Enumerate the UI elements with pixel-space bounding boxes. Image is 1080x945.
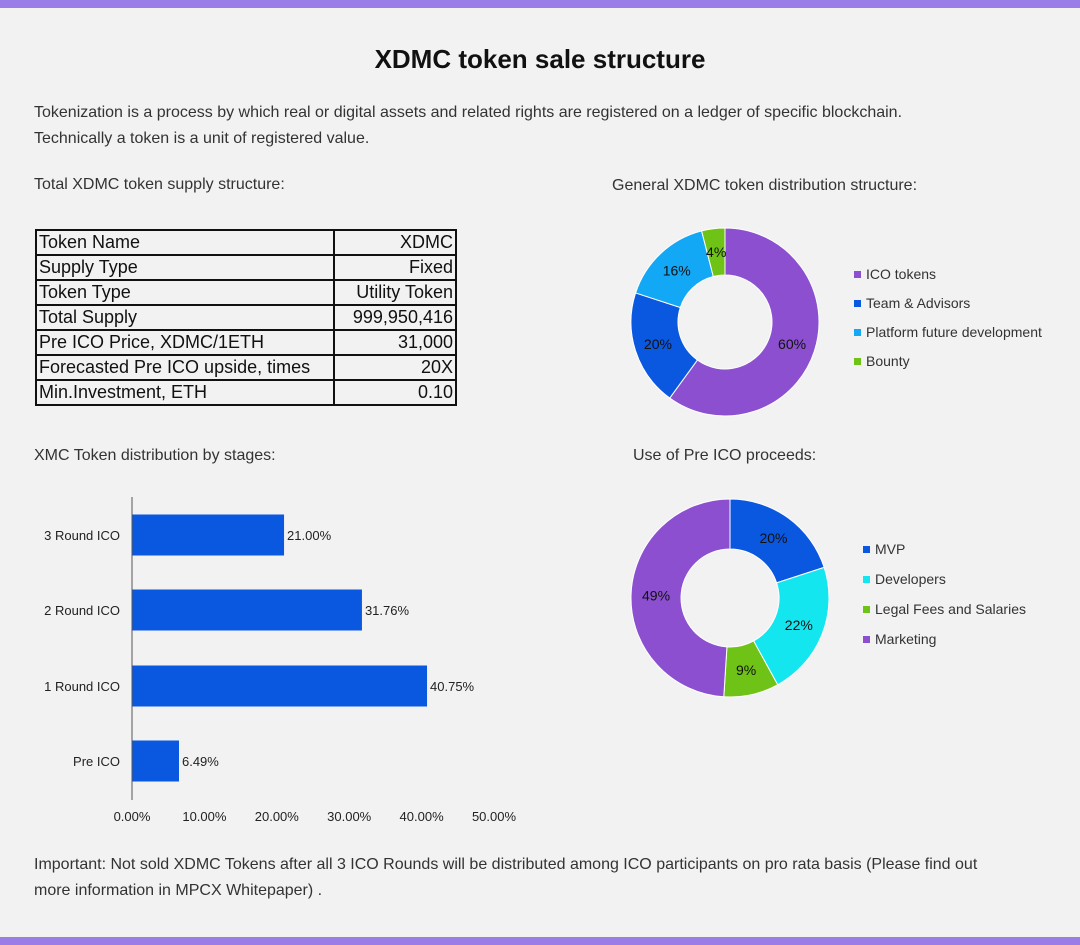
row-key: Supply Type xyxy=(36,255,334,280)
x-tick-label: 0.00% xyxy=(113,809,151,824)
legend-swatch xyxy=(863,606,870,613)
legend-swatch xyxy=(854,358,861,365)
row-key: Total Supply xyxy=(36,305,334,330)
legend-swatch xyxy=(854,329,861,336)
x-tick-label: 50.00% xyxy=(471,809,517,824)
row-value: 999,950,416 xyxy=(334,305,456,330)
slice-data-label: 20% xyxy=(643,335,672,352)
legend-item xyxy=(863,631,936,647)
legend-swatch xyxy=(863,546,870,553)
legend-label: Team & Advisors xyxy=(866,295,971,311)
slice-data-label: 9% xyxy=(736,662,757,679)
footer-line-1: Important: Not sold XDMC Tokens after all 3 ICO Rounds will be distributed among ICO participants on pro rata basis (Please find out xyxy=(34,856,978,873)
legend-item xyxy=(863,571,946,587)
category-label: 1 Round ICO xyxy=(44,679,120,694)
bar-value-label: 21.00% xyxy=(287,528,332,543)
bar-value-label: 6.49% xyxy=(181,754,219,769)
row-value: 20X xyxy=(334,355,456,380)
bottom-accent-bar xyxy=(0,937,1080,945)
intro-line-1: Tokenization is a process by which real or digital assets and related rights are registered on a ledger of specific blockchain. xyxy=(34,104,903,121)
bar xyxy=(132,741,179,782)
row-value: 31,000 xyxy=(334,330,456,355)
legend-label: ICO tokens xyxy=(866,266,937,282)
bar-value-label: 31.76% xyxy=(364,603,410,618)
legend-swatch xyxy=(854,300,861,307)
legend-label: Developers xyxy=(875,571,946,587)
page-title: XDMC token sale structure xyxy=(374,44,706,74)
category-label: 3 Round ICO xyxy=(44,528,120,543)
legend-swatch xyxy=(863,576,870,583)
category-label: 2 Round ICO xyxy=(44,603,120,618)
bar xyxy=(132,590,362,631)
legend-label: MVP xyxy=(875,541,906,557)
row-value: 0.10 xyxy=(334,380,456,405)
slice-data-label: 49% xyxy=(642,587,671,604)
supply-section-label: Total XDMC token supply structure: xyxy=(34,176,285,193)
x-tick-label: 30.00% xyxy=(327,809,372,824)
bar xyxy=(132,515,284,556)
slice-data-label: 16% xyxy=(662,262,691,279)
row-key: Token Name xyxy=(36,230,334,255)
legend-label: Platform future development xyxy=(866,324,1042,340)
slice-data-label: 22% xyxy=(784,617,813,634)
legend-item xyxy=(863,541,905,557)
slice-data-label: 60% xyxy=(778,335,807,352)
x-tick-label: 10.00% xyxy=(182,809,227,824)
slice-data-label: 20% xyxy=(759,530,788,547)
x-tick-label: 20.00% xyxy=(254,809,299,824)
legend-item xyxy=(854,295,970,311)
intro-line-2: Technically a token is a unit of registered value. xyxy=(34,130,370,147)
x-tick-label: 40.00% xyxy=(399,809,444,824)
bar xyxy=(132,666,427,707)
row-key: Min.Investment, ETH xyxy=(36,380,334,405)
row-key: Token Type xyxy=(36,280,334,305)
footer-line-2: more information in MPCX Whitepaper) . xyxy=(34,882,323,899)
legend-label: Bounty xyxy=(866,353,910,369)
row-value: XDMC xyxy=(334,230,456,255)
slice-data-label: 4% xyxy=(706,244,727,261)
row-value: Fixed xyxy=(334,255,456,280)
legend-label: Legal Fees and Salaries xyxy=(875,601,1026,617)
proceeds-section-label: Use of Pre ICO proceeds: xyxy=(633,447,817,464)
row-key: Forecasted Pre ICO upside, times xyxy=(36,355,334,380)
legend-swatch xyxy=(863,636,870,643)
footer-note xyxy=(34,852,1046,904)
stages-section-label: XMC Token distribution by stages: xyxy=(34,447,276,464)
legend-item xyxy=(854,266,936,282)
row-value: Utility Token xyxy=(334,280,456,305)
legend-swatch xyxy=(854,271,861,278)
bar-value-label: 40.75% xyxy=(430,679,475,694)
category-label: Pre ICO xyxy=(73,754,120,769)
legend-label: Marketing xyxy=(875,631,937,647)
row-key: Pre ICO Price, XDMC/1ETH xyxy=(36,330,334,355)
legend-item xyxy=(863,601,1026,617)
distribution-section-label: General XDMC token distribution structure: xyxy=(612,177,918,194)
legend-item xyxy=(854,324,1042,340)
legend-item xyxy=(854,353,910,369)
